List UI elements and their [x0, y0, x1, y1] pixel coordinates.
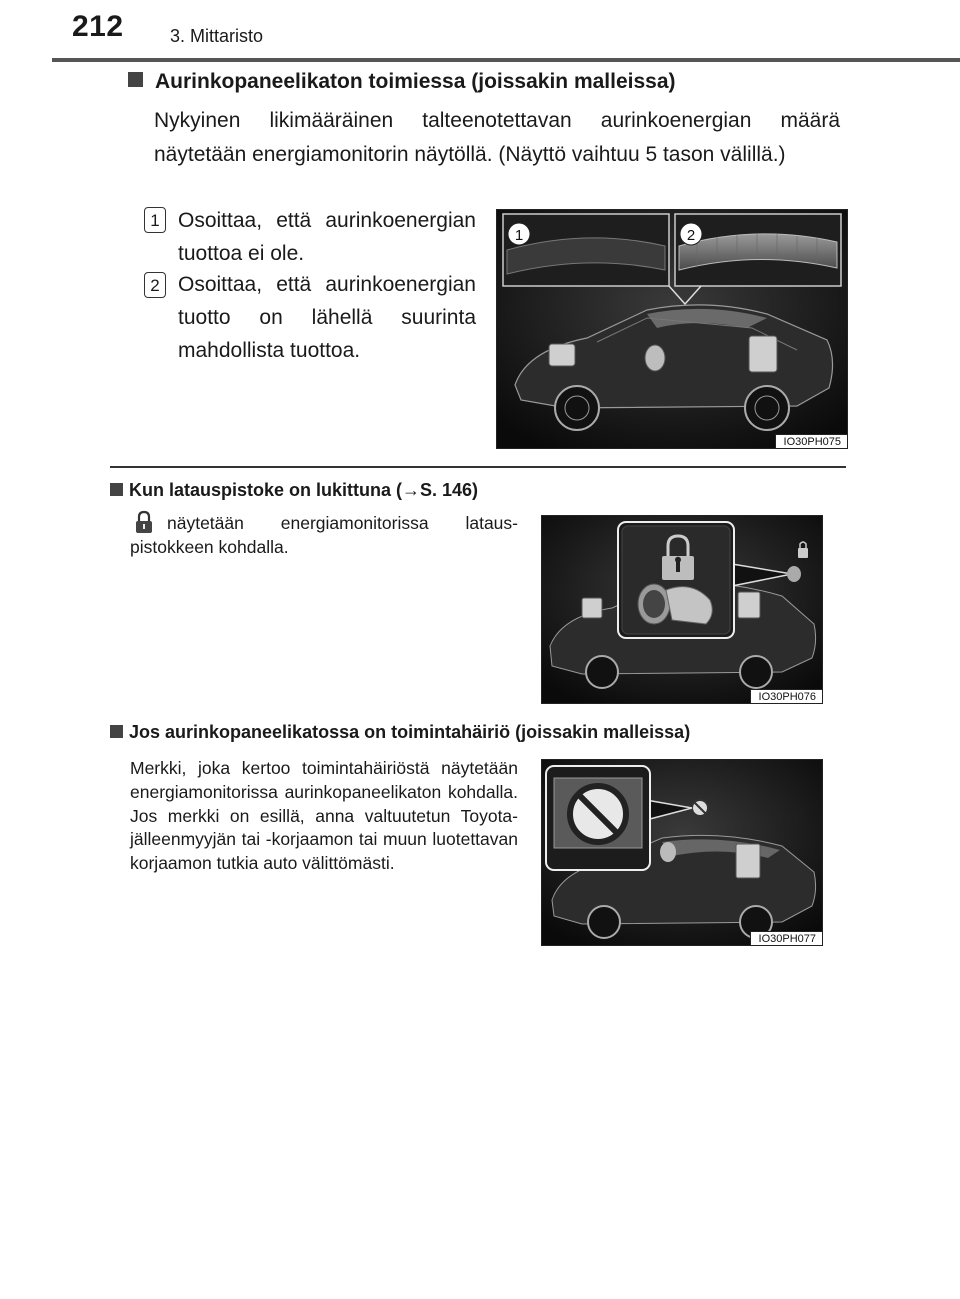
figure-solar-malfunction — [541, 759, 823, 946]
section-divider — [110, 466, 846, 468]
section3-heading — [110, 722, 690, 743]
bullet-square-icon — [110, 725, 123, 738]
section3-body: Merkki, joka kertoo toimintahäiriöstä näytetään energiamonitorissa aurinkopaneelikaton kohdalla. Jos merkki on esillä, anna valtuutetun Toyota-jälleenmyyjän tai -korjaamon tai muun luotettavan korjaamon tutkia auto välittömästi. — [130, 758, 518, 874]
figure2-code: IO30PH076 — [750, 689, 822, 703]
page-number: 212 — [72, 10, 124, 43]
bullet-square-icon — [110, 483, 123, 496]
svg-text:2: 2 — [686, 227, 696, 244]
car-malfunction-illustration — [542, 760, 822, 945]
section1-heading — [128, 70, 676, 94]
item2-number-badge: 2 — [144, 272, 166, 298]
arrow-icon: → — [402, 480, 421, 500]
section3-title: Jos aurinkopaneelikatossa on toimintahäiriö (joissakin malleissa) — [129, 722, 691, 742]
car-solar-illustration — [497, 210, 847, 448]
figure-solar-roof — [496, 209, 848, 449]
car-plug-illustration — [542, 516, 822, 703]
section-title: 3. Mittaristo — [170, 26, 264, 46]
svg-text:1: 1 — [514, 227, 524, 244]
section2-page-ref: S. 146) — [420, 480, 479, 500]
section2-heading — [110, 480, 478, 501]
item1-number-badge: 1 — [144, 207, 166, 233]
bullet-square-icon — [128, 72, 143, 87]
figure1-code: IO30PH075 — [775, 434, 847, 448]
header-divider — [52, 58, 960, 62]
figure-plug-locked — [541, 515, 823, 704]
item2-text: Osoittaa, että aurinkoenergian tuotto on lähellä suurinta mahdollista tuottoa. — [178, 273, 476, 362]
section2-title-prefix: Kun latauspistoke on lukittuna ( — [129, 480, 403, 500]
figure3-code: IO30PH077 — [750, 931, 822, 945]
item1-text: Osoittaa, että aurinkoenergian tuottoa ei ole. — [178, 209, 476, 265]
section1-body: Nykyinen likimääräinen talteenotettavan aurinkoenergian määrä näytetään energiamonitorin näytöllä. (Näyttö vaihtuu 5 tason välillä.) — [154, 109, 840, 166]
section2-body: näytetään energiamonitorissa latauspistokkeen kohdalla. — [130, 513, 518, 557]
section1-title: Aurinkopaneelikaton toimiessa (joissakin malleissa) — [155, 70, 676, 93]
